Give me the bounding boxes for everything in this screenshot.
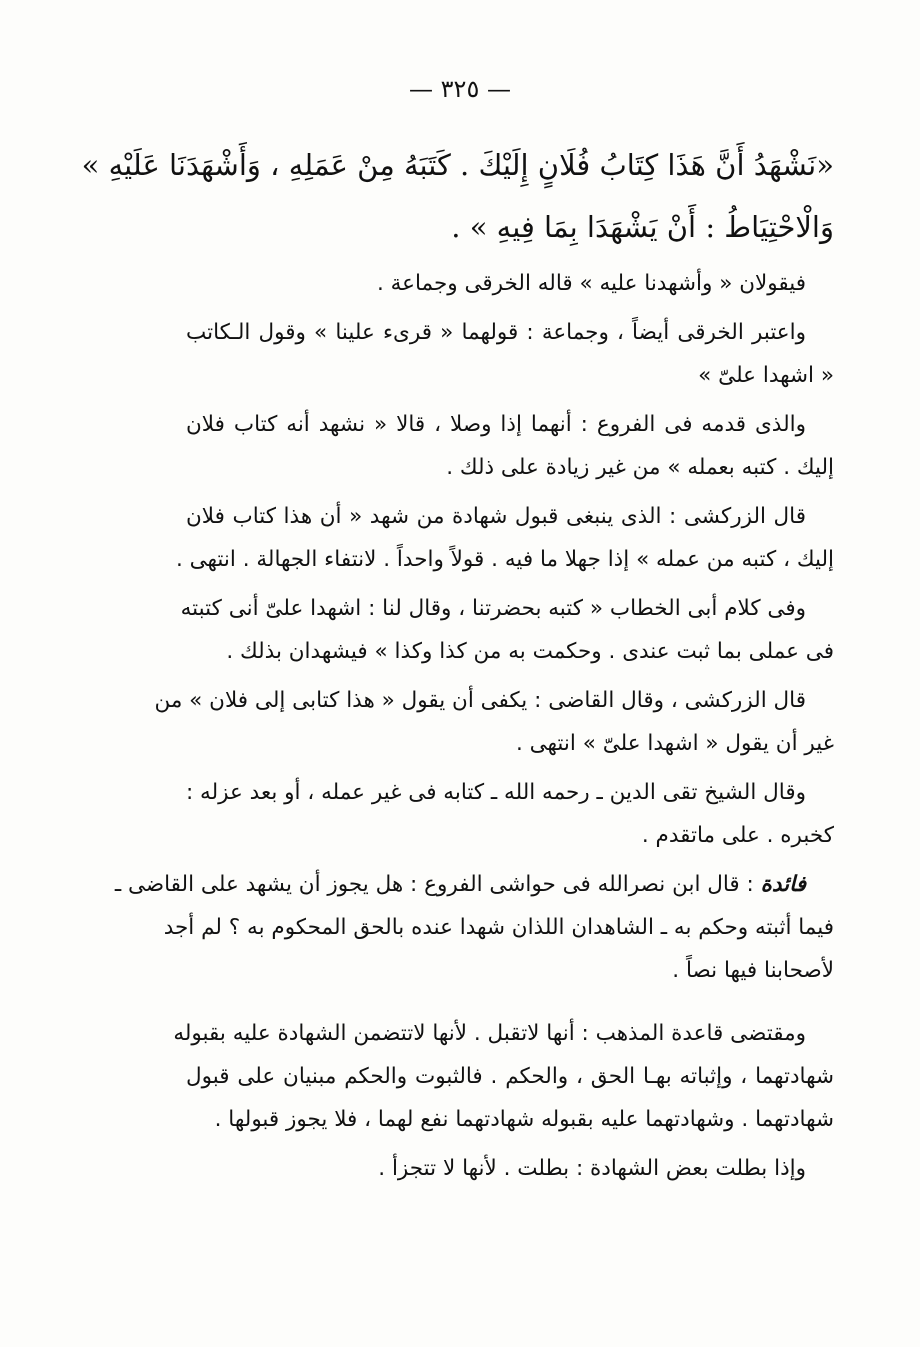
paragraph-line: وقال الشيخ تقى الدين ـ رحمه الله ـ كتابه فى غير عمله ، أو بعد عزله : bbox=[185, 780, 806, 805]
note-text: : قال ابن نصرالله فى حواشى الفروع : هل يجوز أن يشهد على القاضى ـ bbox=[114, 872, 754, 897]
paragraph-line: إليك ، كتبه من عمله » إذا جهلا ما فيه . قولاً واحداً . لانتفاء الجهالة . انتهى . bbox=[175, 547, 834, 572]
paragraph-line bbox=[114, 863, 834, 906]
paragraph bbox=[180, 587, 834, 673]
paragraph-line: غير أن يقول « اشهدا علىّ » انتهى . bbox=[515, 731, 834, 756]
benefit-note bbox=[114, 863, 834, 992]
paragraph bbox=[186, 771, 834, 857]
paragraph-line: قال الزركشى ، وقال القاضى : يكفى أن يقول « هذا كتابى إلى فلان » من bbox=[154, 688, 806, 713]
paragraph-line: لأصحابنا فيها نصاً . bbox=[672, 958, 834, 983]
note-label: فائدة bbox=[760, 872, 806, 897]
paragraph-line: شهادتهما . وشهادتهما عليه بقبوله شهادتهما نفع لهما ، فلا يجوز قبولها . bbox=[214, 1107, 834, 1132]
paragraph bbox=[186, 403, 834, 489]
paragraph-line: وإذا بطلت بعض الشهادة : بطلت . لأنها لا تتجزأ . bbox=[378, 1156, 806, 1181]
paragraph bbox=[186, 1147, 834, 1190]
paragraph-line: وفى كلام أبى الخطاب « كتبه بحضرتنا ، وقال لنا : اشهدا علىّ أنى كتبته bbox=[180, 596, 806, 621]
paragraph-line: فى عملى بما ثبت عندى . وحكمت به من كذا وكذا » فيشهدان بذلك . bbox=[226, 639, 834, 664]
paragraph bbox=[186, 311, 834, 397]
page-number: — ٣٢٥ — bbox=[409, 75, 511, 103]
paragraph bbox=[175, 495, 834, 581]
page-body bbox=[81, 134, 834, 1196]
verse-line: وَالْاحْتِيَاطُ : أَنْ يَشْهَدَا بِمَا فِيهِ » . bbox=[451, 210, 834, 244]
paragraph-line: واعتبر الخرقى أيضاً ، وجماعة : قولهما « قرىء علينا » وقول الـكاتب bbox=[186, 320, 806, 345]
paragraph bbox=[186, 262, 834, 305]
paragraph-line: إليك . كتبه بعمله » من غير زيادة على ذلك . bbox=[446, 455, 834, 480]
paragraph bbox=[173, 1012, 834, 1141]
paragraph-line: فيقولان « وأشهدنا عليه » قاله الخرقى وجماعة . bbox=[376, 271, 806, 296]
paragraph-line: والذى قدمه فى الفروع : أنهما إذا وصلا ، قالا « نشهد أنه كتاب فلان bbox=[186, 412, 806, 437]
verse-line: «نَشْهَدُ أَنَّ هَذَا كِتَابُ فُلَانٍ إِلَيْكَ . كَتَبَهُ مِنْ عَمَلِهِ ، وَأَشْهَدَنَا عَلَيْهِ » bbox=[81, 148, 834, 182]
paragraph-line: فيما أثبته وحكم به ـ الشاهدان اللذان شهدا عنده بالحق المحكوم به ؟ لم أجد bbox=[163, 915, 834, 940]
paragraph-line: كخبره . على ماتقدم . bbox=[641, 823, 834, 848]
paragraph-line: شهادتهما ، وإثباته بهـا الحق ، والحكم . فالثبوت والحكم مبنيان على قبول bbox=[186, 1064, 834, 1089]
paragraph-line: قال الزركشى : الذى ينبغى قبول شهادة من شهد « أن هذا كتاب فلان bbox=[186, 504, 806, 529]
paragraph-line: ومقتضى قاعدة المذهب : أنها لاتقبل . لأنها لاتتضمن الشهادة عليه بقبوله bbox=[173, 1021, 806, 1046]
paragraph-line: « اشهدا علىّ » bbox=[698, 363, 834, 388]
paragraph bbox=[154, 679, 834, 765]
quoted-verse bbox=[81, 134, 834, 258]
